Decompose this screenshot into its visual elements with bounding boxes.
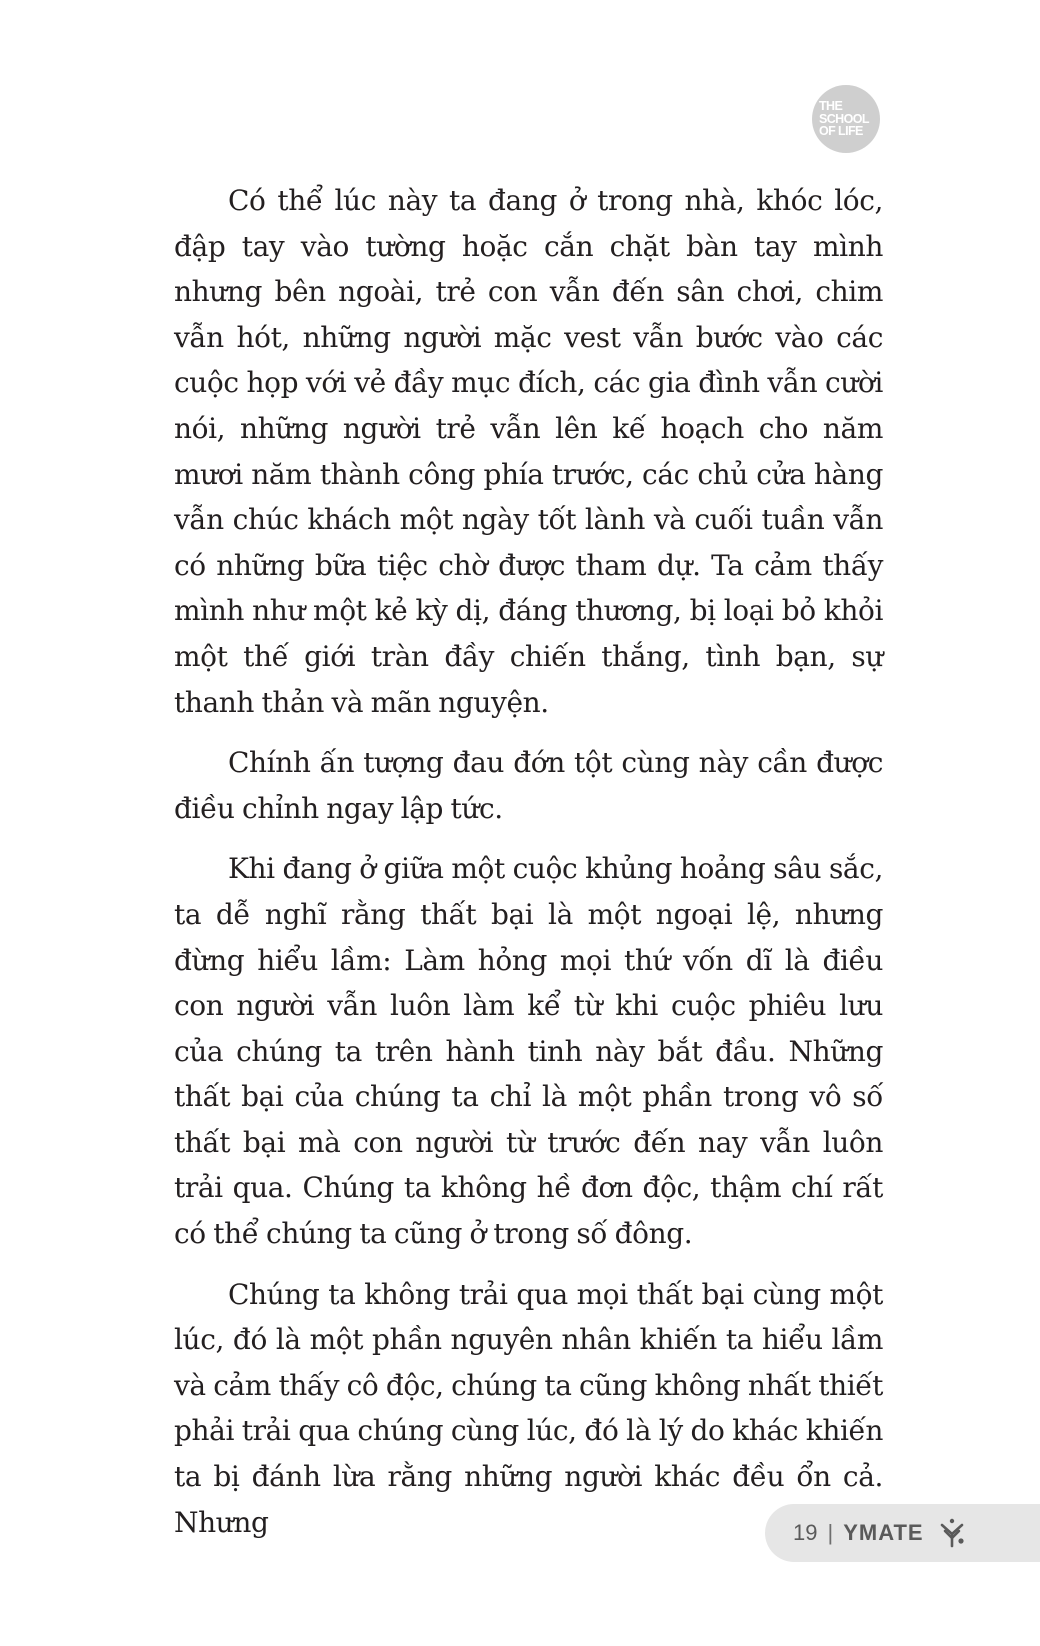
paragraph: Khi đang ở giữa một cuộc khủng hoảng sâu sắc, ta dễ nghĩ rằng thất bại là một ngoại lệ, nhưng đừng hiểu lầm: Làm hỏng mọi thứ vốn dĩ là điều con người vẫn luôn làm kể từ khi cuộc phiêu lưu của chúng ta trên hành tinh này bắt đầu. Những thất bại của chúng ta chỉ là một phần trong vô số thất bại mà con người từ trước đến nay vẫn luôn trải qua. Chúng ta không hề đơn độc, thậm chí rất có thể chúng ta cũng ở trong số đông. xyxy=(174,852,883,1251)
logo-line-2: SCHOOL xyxy=(819,111,869,126)
paragraph: Có thể lúc này ta đang ở trong nhà, khóc lóc, đập tay vào tường hoặc cắn chặt bàn tay mình nhưng bên ngoài, trẻ con vẫn đến sân chơi, chim vẫn hót, những người mặc vest vẫn bước vào các cuộc họp với vẻ đầy mục đích, các gia đình vẫn cười nói, những người trẻ vẫn lên kế hoạch cho năm mươi năm thành công phía trước, các chủ cửa hàng vẫn chúc khách một ngày tốt lành và cuối tuần vẫn có những bữa tiệc chờ được tham dự. Ta cảm thấy mình như một kẻ kỳ dị, đáng thương, bị loại bỏ khỏi một thế giới tràn đầy chiến thắng, tình bạn, sự thanh thản và mãn nguyện. xyxy=(174,184,883,719)
logo-line-1: THE xyxy=(819,99,843,114)
publisher-brand: YMATE xyxy=(843,1520,924,1545)
school-of-life-logo xyxy=(812,85,880,153)
page-footer xyxy=(765,1504,1040,1562)
logo-line-3: OF LIFE xyxy=(819,124,863,139)
ymate-logo-icon xyxy=(936,1517,968,1549)
paragraph: Chính ấn tượng đau đớn tột cùng này cần được điều chỉnh ngay lập tức. xyxy=(174,746,883,825)
footer-separator: | xyxy=(827,1520,834,1545)
page-number: 19 xyxy=(793,1520,818,1545)
paragraph: Chúng ta không trải qua mọi thất bại cùng một lúc, đó là một phần nguyên nhân khiến ta hiểu lầm và cảm thấy cô độc, chúng ta cũng không nhất thiết phải trải qua chúng cùng lúc, đó là lý do khác khiến ta bị đánh lừa rằng những người khác đều ổn cả. Nhưng xyxy=(174,1277,883,1539)
body-text xyxy=(174,178,883,1560)
